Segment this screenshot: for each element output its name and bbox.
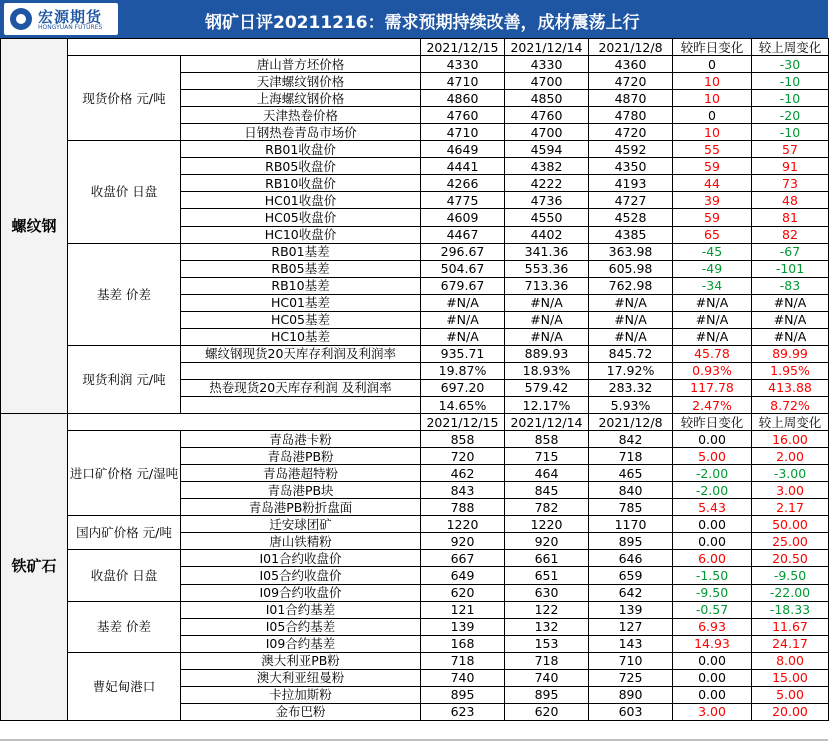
indicator-name: I09合约收盘价 (181, 584, 421, 601)
week-change-cell: 24.17 (752, 635, 829, 652)
day-change-cell: 0.00 (673, 533, 752, 550)
group-label: 现货利润 元/吨 (68, 345, 181, 413)
week-change-cell: 15.00 (752, 669, 829, 686)
value-cell: 4720 (589, 73, 673, 90)
indicator-name: 金布巴粉 (181, 703, 421, 720)
week-change-cell: 3.00 (752, 482, 829, 499)
value-cell: 845.72 (589, 345, 673, 362)
table-row (1, 56, 829, 73)
day-change-cell: -9.50 (673, 584, 752, 601)
value-cell: 661 (505, 550, 589, 567)
value-cell: 858 (421, 431, 505, 448)
day-change-cell: 0.93% (673, 362, 752, 379)
week-change-cell: #N/A (752, 294, 829, 311)
day-change-cell: -2.00 (673, 482, 752, 499)
week-change-cell: 16.00 (752, 431, 829, 448)
indicator-name: 唐山铁精粉 (181, 533, 421, 550)
value-cell: 740 (421, 669, 505, 686)
week-change-cell: -9.50 (752, 567, 829, 584)
value-cell: 4609 (421, 209, 505, 226)
value-cell: 782 (505, 499, 589, 516)
indicator-name: HC05收盘价 (181, 209, 421, 226)
value-cell: 920 (505, 533, 589, 550)
value-cell: 710 (589, 652, 673, 669)
value-cell: 283.32 (589, 379, 673, 396)
column-header: 较上周变化 (752, 39, 829, 56)
indicator-name: 迁安球团矿 (181, 516, 421, 533)
logo-text-en: HONGYUAN FUTURES (38, 24, 103, 31)
value-cell: 889.93 (505, 345, 589, 362)
value-cell: #N/A (589, 311, 673, 328)
day-change-cell: -1.50 (673, 567, 752, 584)
day-change-cell: 5.43 (673, 499, 752, 516)
value-cell: 890 (589, 686, 673, 703)
day-change-cell: 45.78 (673, 345, 752, 362)
value-cell: 168 (421, 635, 505, 652)
value-cell: 740 (505, 669, 589, 686)
value-cell: 842 (589, 431, 673, 448)
day-change-cell: 39 (673, 192, 752, 209)
table-row (1, 516, 829, 533)
value-cell: 1220 (421, 516, 505, 533)
value-cell: 4330 (421, 56, 505, 73)
value-cell: 649 (421, 567, 505, 584)
value-cell: 12.17% (505, 396, 589, 413)
table-row (1, 243, 829, 260)
value-cell: 4700 (505, 124, 589, 141)
week-change-cell: -67 (752, 243, 829, 260)
value-cell: 4402 (505, 226, 589, 243)
week-change-cell: -10 (752, 73, 829, 90)
week-change-cell: 57 (752, 141, 829, 158)
value-cell: 143 (589, 635, 673, 652)
value-cell: 895 (421, 686, 505, 703)
value-cell: 4649 (421, 141, 505, 158)
column-header: 较上周变化 (752, 414, 829, 431)
indicator-name: 日钢热卷青岛市场价 (181, 124, 421, 141)
week-change-cell: 8.72% (752, 396, 829, 413)
day-change-cell: 6.93 (673, 618, 752, 635)
indicator-name: I05合约基差 (181, 618, 421, 635)
indicator-name: RB05收盘价 (181, 158, 421, 175)
indicator-name: 青岛港超特粉 (181, 465, 421, 482)
indicator-name: 天津热卷价格 (181, 107, 421, 124)
day-change-cell: 0.00 (673, 669, 752, 686)
value-cell: 630 (505, 584, 589, 601)
indicator-name: 热卷现货20天库存利润 及利润率 (181, 379, 421, 396)
value-cell: 697.20 (421, 379, 505, 396)
value-cell: #N/A (421, 294, 505, 311)
logo-mark-icon (10, 8, 32, 30)
week-change-cell: 2.00 (752, 448, 829, 465)
column-header: 2021/12/8 (589, 39, 673, 56)
value-cell: #N/A (589, 294, 673, 311)
week-change-cell: -18.33 (752, 601, 829, 618)
group-label: 基差 价差 (68, 601, 181, 652)
value-cell: 4710 (421, 124, 505, 141)
day-change-cell: 2.47% (673, 396, 752, 413)
value-cell: #N/A (505, 328, 589, 345)
indicator-name: RB05基差 (181, 260, 421, 277)
table-row (1, 601, 829, 618)
value-cell: 718 (505, 652, 589, 669)
value-cell: 4760 (421, 107, 505, 124)
value-cell: #N/A (421, 328, 505, 345)
day-change-cell: #N/A (673, 294, 752, 311)
value-cell: 1170 (589, 516, 673, 533)
value-cell: 19.87% (421, 362, 505, 379)
value-cell: 122 (505, 601, 589, 618)
week-change-cell: 2.17 (752, 499, 829, 516)
week-change-cell: -20 (752, 107, 829, 124)
week-change-cell: 82 (752, 226, 829, 243)
day-change-cell: 3.00 (673, 703, 752, 720)
indicator-name: RB10基差 (181, 277, 421, 294)
section-label: 铁矿石 (1, 414, 68, 721)
value-cell: 504.67 (421, 260, 505, 277)
value-cell: 642 (589, 584, 673, 601)
value-cell: 620 (505, 703, 589, 720)
column-header: 较昨日变化 (673, 39, 752, 56)
value-cell: 762.98 (589, 277, 673, 294)
value-cell: 153 (505, 635, 589, 652)
value-cell: 667 (421, 550, 505, 567)
indicator-name: HC01收盘价 (181, 192, 421, 209)
value-cell: 296.67 (421, 243, 505, 260)
day-change-cell: #N/A (673, 311, 752, 328)
value-cell: 785 (589, 499, 673, 516)
indicator-name: HC01基差 (181, 294, 421, 311)
column-header: 2021/12/15 (421, 414, 505, 431)
group-label: 现货价格 元/吨 (68, 56, 181, 141)
week-change-cell: 91 (752, 158, 829, 175)
day-change-cell: 14.93 (673, 635, 752, 652)
price-table (0, 38, 829, 721)
indicator-name: HC10基差 (181, 328, 421, 345)
value-cell: 4441 (421, 158, 505, 175)
day-change-cell: 65 (673, 226, 752, 243)
value-cell: 4594 (505, 141, 589, 158)
value-cell: 4467 (421, 226, 505, 243)
week-change-cell: 413.88 (752, 379, 829, 396)
value-cell: 895 (505, 686, 589, 703)
column-header: 2021/12/8 (589, 414, 673, 431)
group-label: 基差 价差 (68, 243, 181, 345)
day-change-cell: 0.00 (673, 431, 752, 448)
column-header: 较昨日变化 (673, 414, 752, 431)
value-cell: 464 (505, 465, 589, 482)
value-cell: 4266 (421, 175, 505, 192)
indicator-name: 澳大利亚纽曼粉 (181, 669, 421, 686)
value-cell: 121 (421, 601, 505, 618)
week-change-cell: 81 (752, 209, 829, 226)
week-change-cell: -10 (752, 124, 829, 141)
day-change-cell: 10 (673, 90, 752, 107)
day-change-cell: 0.00 (673, 652, 752, 669)
value-cell: 4780 (589, 107, 673, 124)
value-cell: 858 (505, 431, 589, 448)
value-cell: 4385 (589, 226, 673, 243)
day-change-cell: 0 (673, 56, 752, 73)
indicator-name (181, 362, 421, 379)
day-change-cell: 0 (673, 107, 752, 124)
value-cell: 720 (421, 448, 505, 465)
value-cell: #N/A (421, 311, 505, 328)
value-cell: #N/A (589, 328, 673, 345)
value-cell: 14.65% (421, 396, 505, 413)
day-change-cell: 44 (673, 175, 752, 192)
week-change-cell: 5.00 (752, 686, 829, 703)
value-cell: 4760 (505, 107, 589, 124)
week-change-cell: 11.67 (752, 618, 829, 635)
value-cell: 4528 (589, 209, 673, 226)
value-cell: 620 (421, 584, 505, 601)
indicator-name: 青岛港PB粉 (181, 448, 421, 465)
day-change-cell: 10 (673, 73, 752, 90)
week-change-cell: -83 (752, 277, 829, 294)
week-change-cell: 89.99 (752, 345, 829, 362)
day-change-cell: -34 (673, 277, 752, 294)
value-cell: #N/A (505, 294, 589, 311)
header-blank (68, 414, 421, 431)
value-cell: 843 (421, 482, 505, 499)
table-header-row (1, 414, 829, 431)
indicator-name: 澳大利亚PB粉 (181, 652, 421, 669)
value-cell: 132 (505, 618, 589, 635)
value-cell: 935.71 (421, 345, 505, 362)
value-cell: 718 (589, 448, 673, 465)
value-cell: 363.98 (589, 243, 673, 260)
value-cell: 4330 (505, 56, 589, 73)
indicator-name: RB01基差 (181, 243, 421, 260)
group-label: 国内矿价格 元/吨 (68, 516, 181, 550)
week-change-cell: -30 (752, 56, 829, 73)
group-label: 收盘价 日盘 (68, 550, 181, 601)
day-change-cell: -0.57 (673, 601, 752, 618)
section-label: 螺纹钢 (1, 39, 68, 414)
week-change-cell: 20.50 (752, 550, 829, 567)
indicator-name: 螺纹钢现货20天库存利润及利润率 (181, 345, 421, 362)
value-cell: 845 (505, 482, 589, 499)
value-cell: 788 (421, 499, 505, 516)
day-change-cell: 6.00 (673, 550, 752, 567)
value-cell: #N/A (505, 311, 589, 328)
value-cell: 139 (421, 618, 505, 635)
value-cell: 4860 (421, 90, 505, 107)
week-change-cell: -3.00 (752, 465, 829, 482)
value-cell: 4592 (589, 141, 673, 158)
indicator-name: 卡拉加斯粉 (181, 686, 421, 703)
value-cell: 718 (421, 652, 505, 669)
group-label: 进口矿价格 元/湿吨 (68, 431, 181, 516)
value-cell: 623 (421, 703, 505, 720)
value-cell: 341.36 (505, 243, 589, 260)
value-cell: 4360 (589, 56, 673, 73)
day-change-cell: 0.00 (673, 516, 752, 533)
indicator-name: HC05基差 (181, 311, 421, 328)
week-change-cell: #N/A (752, 311, 829, 328)
value-cell: 713.36 (505, 277, 589, 294)
value-cell: 4382 (505, 158, 589, 175)
value-cell: 5.93% (589, 396, 673, 413)
week-change-cell: #N/A (752, 328, 829, 345)
week-change-cell: 73 (752, 175, 829, 192)
value-cell: 4710 (421, 73, 505, 90)
report-header (0, 0, 828, 38)
indicator-name: I05合约收盘价 (181, 567, 421, 584)
day-change-cell: 5.00 (673, 448, 752, 465)
group-label: 收盘价 日盘 (68, 141, 181, 243)
value-cell: 920 (421, 533, 505, 550)
value-cell: 4720 (589, 124, 673, 141)
week-change-cell: 50.00 (752, 516, 829, 533)
report-title: 钢矿日评20211216：需求预期持续改善，成材震荡上行 (205, 13, 640, 33)
indicator-name: 青岛港PB块 (181, 482, 421, 499)
week-change-cell: -22.00 (752, 584, 829, 601)
day-change-cell: #N/A (673, 328, 752, 345)
value-cell: 465 (589, 465, 673, 482)
indicator-name: RB01收盘价 (181, 141, 421, 158)
week-change-cell: -10 (752, 90, 829, 107)
indicator-name: 唐山普方坯价格 (181, 56, 421, 73)
group-label: 曹妃甸港口 (68, 652, 181, 720)
indicator-name: 上海螺纹钢价格 (181, 90, 421, 107)
table-row (1, 141, 829, 158)
indicator-name: I01合约基差 (181, 601, 421, 618)
value-cell: 553.36 (505, 260, 589, 277)
value-cell: 646 (589, 550, 673, 567)
header-blank (68, 39, 421, 56)
value-cell: 840 (589, 482, 673, 499)
indicator-name: HC10收盘价 (181, 226, 421, 243)
table-row (1, 652, 829, 669)
value-cell: 725 (589, 669, 673, 686)
value-cell: 17.92% (589, 362, 673, 379)
indicator-name: 青岛港卡粉 (181, 431, 421, 448)
value-cell: 651 (505, 567, 589, 584)
indicator-name: 青岛港PB粉折盘面 (181, 499, 421, 516)
value-cell: 4775 (421, 192, 505, 209)
value-cell: 679.67 (421, 277, 505, 294)
table-row (1, 550, 829, 567)
indicator-name: I09合约基差 (181, 635, 421, 652)
day-change-cell: 59 (673, 158, 752, 175)
value-cell: 4727 (589, 192, 673, 209)
day-change-cell: -45 (673, 243, 752, 260)
week-change-cell: 1.95% (752, 362, 829, 379)
day-change-cell: 59 (673, 209, 752, 226)
value-cell: 605.98 (589, 260, 673, 277)
week-change-cell: 48 (752, 192, 829, 209)
logo-text-cn: 宏源期货 (38, 8, 103, 26)
value-cell: 4193 (589, 175, 673, 192)
value-cell: 4550 (505, 209, 589, 226)
value-cell: 4222 (505, 175, 589, 192)
week-change-cell: 8.00 (752, 652, 829, 669)
value-cell: 18.93% (505, 362, 589, 379)
table-header-row (1, 39, 829, 56)
indicator-name (181, 396, 421, 413)
value-cell: 4850 (505, 90, 589, 107)
value-cell: 895 (589, 533, 673, 550)
value-cell: 139 (589, 601, 673, 618)
value-cell: 462 (421, 465, 505, 482)
value-cell: 603 (589, 703, 673, 720)
day-change-cell: 55 (673, 141, 752, 158)
company-logo (4, 3, 118, 35)
indicator-name: 天津螺纹钢价格 (181, 73, 421, 90)
value-cell: 4870 (589, 90, 673, 107)
column-header: 2021/12/14 (505, 414, 589, 431)
bottom-divider (0, 739, 828, 741)
value-cell: 715 (505, 448, 589, 465)
column-header: 2021/12/15 (421, 39, 505, 56)
week-change-cell: -101 (752, 260, 829, 277)
week-change-cell: 25.00 (752, 533, 829, 550)
value-cell: 579.42 (505, 379, 589, 396)
day-change-cell: 117.78 (673, 379, 752, 396)
indicator-name: I01合约收盘价 (181, 550, 421, 567)
day-change-cell: -49 (673, 260, 752, 277)
value-cell: 127 (589, 618, 673, 635)
day-change-cell: -2.00 (673, 465, 752, 482)
value-cell: 4736 (505, 192, 589, 209)
value-cell: 659 (589, 567, 673, 584)
value-cell: 4700 (505, 73, 589, 90)
indicator-name: RB10收盘价 (181, 175, 421, 192)
day-change-cell: 0.00 (673, 686, 752, 703)
table-row (1, 431, 829, 448)
day-change-cell: 10 (673, 124, 752, 141)
value-cell: 1220 (505, 516, 589, 533)
week-change-cell: 20.00 (752, 703, 829, 720)
table-row (1, 345, 829, 362)
value-cell: 4350 (589, 158, 673, 175)
column-header: 2021/12/14 (505, 39, 589, 56)
